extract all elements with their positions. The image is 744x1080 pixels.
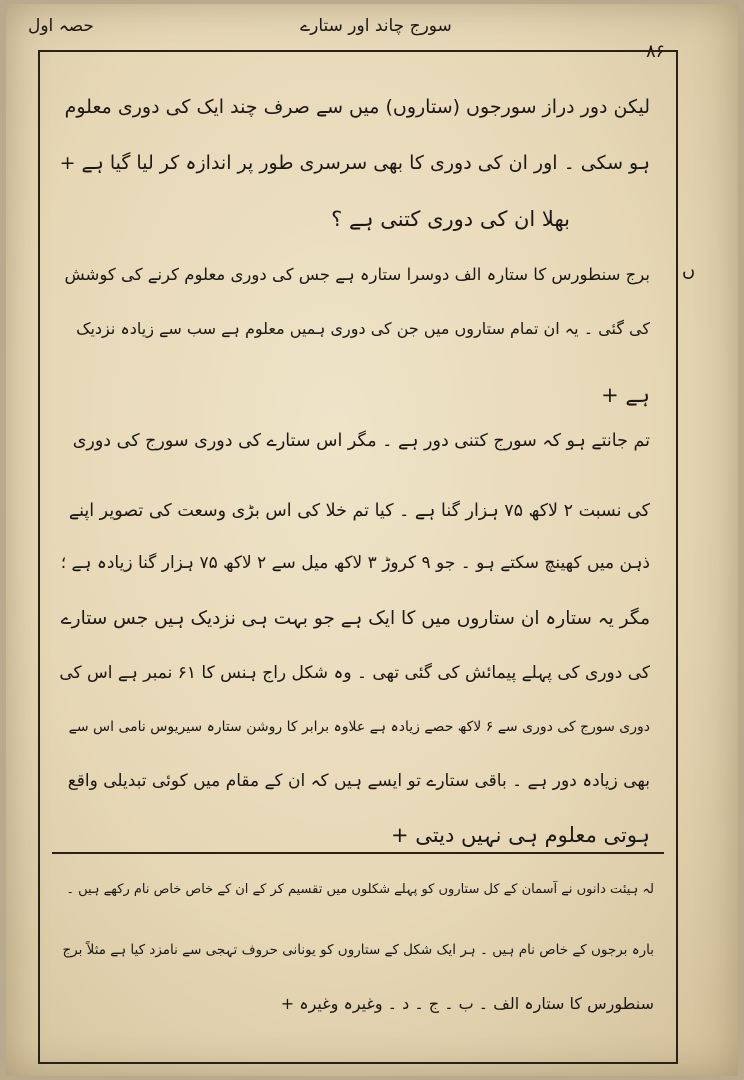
footnote-line: سنطورس کا ستارہ الف ۔ ب ۔ ج ۔ د ۔ وغیرہ وغیرہ + — [280, 994, 654, 1013]
body-line: بھی زیادہ دور ہے ۔ باقی ستارے تو ایسے ہیں کہ ان کے مقام میں کوئی تبدیلی واقع — [67, 771, 650, 791]
body-line: دوری سورج کی دوری سے ۶ لاکھ حصے زیادہ ہے علاوہ برابر کا روشن ستارہ سیریوس نامی اس سے — [68, 719, 650, 735]
running-title: سورج چاند اور ستارے — [300, 16, 452, 36]
page-number: ۸۶ — [646, 41, 666, 62]
body-line: مگر یہ ستارہ ان ستاروں میں کا ایک ہے جو بہت ہی نزدیک ہیں جس ستارے — [60, 608, 650, 629]
body-line: ہو سکی ۔ اور ان کی دوری کا بھی سرسری طور پر اندازہ کر لیا گیا ہے + — [59, 152, 650, 174]
body-line: کی نسبت ۲ لاکھ ۷۵ ہزار گنا ہے ۔ کیا تم خلا کی اس بڑی وسعت کی تصویر اپنے — [68, 501, 650, 521]
body-line: لیکن دور دراز سورجوں (ستاروں) میں سے صرف چند ایک کی دوری معلوم — [64, 96, 650, 118]
body-line: کی دوری کی پہلے پیمائش کی گئی تھی ۔ وہ شکل راج ہنس کا ۶۱ نمبر ہے اس کی — [59, 663, 650, 683]
footnote-divider — [52, 852, 664, 854]
margin-mark: ں — [682, 260, 696, 281]
body-line: تم جانتے ہو کہ سورج کتنی دور ہے ۔ مگر اس ستارے کی دوری سورج کی دوری — [72, 431, 650, 451]
footnote-line: بارہ برجوں کے خاص نام ہیں ۔ ہر ایک شکل کے ستاروں کو یونانی حروف تہجی سے نامزد کیا ہے مثلاً برج — [62, 942, 654, 958]
body-line: ذہن میں کھینچ سکتے ہو ۔ جو ۹ کروڑ ۳ لاکھ میل سے ۲ لاکھ ۷۵ ہزار گنا زیادہ ہے ؛ — [60, 553, 650, 573]
body-line: ہے + — [601, 383, 650, 407]
section-label: حصہ اول — [28, 16, 94, 36]
text-frame — [38, 50, 678, 1064]
body-line: برج سنطورس کا ستارہ الف دوسرا ستارہ ہے جس کی دوری معلوم کرنے کی کوشش — [64, 265, 650, 284]
book-page — [6, 4, 738, 1076]
body-line: کی گئی ۔ یہ ان تمام ستاروں میں جن کی دوری ہمیں معلوم ہے سب سے زیادہ نزدیک — [76, 319, 650, 338]
footnote-line: لہ ہیئت دانوں نے آسمان کے کل ستاروں کو پہلے شکلوں میں تقسیم کر کے ان کے خاص خاص نام رکھے ہیں ۔ — [66, 882, 654, 897]
body-line: بھلا ان کی دوری کتنی ہے ؟ — [331, 207, 570, 231]
body-line: ہوتی معلوم ہی نہیں دیتی + — [391, 823, 650, 847]
